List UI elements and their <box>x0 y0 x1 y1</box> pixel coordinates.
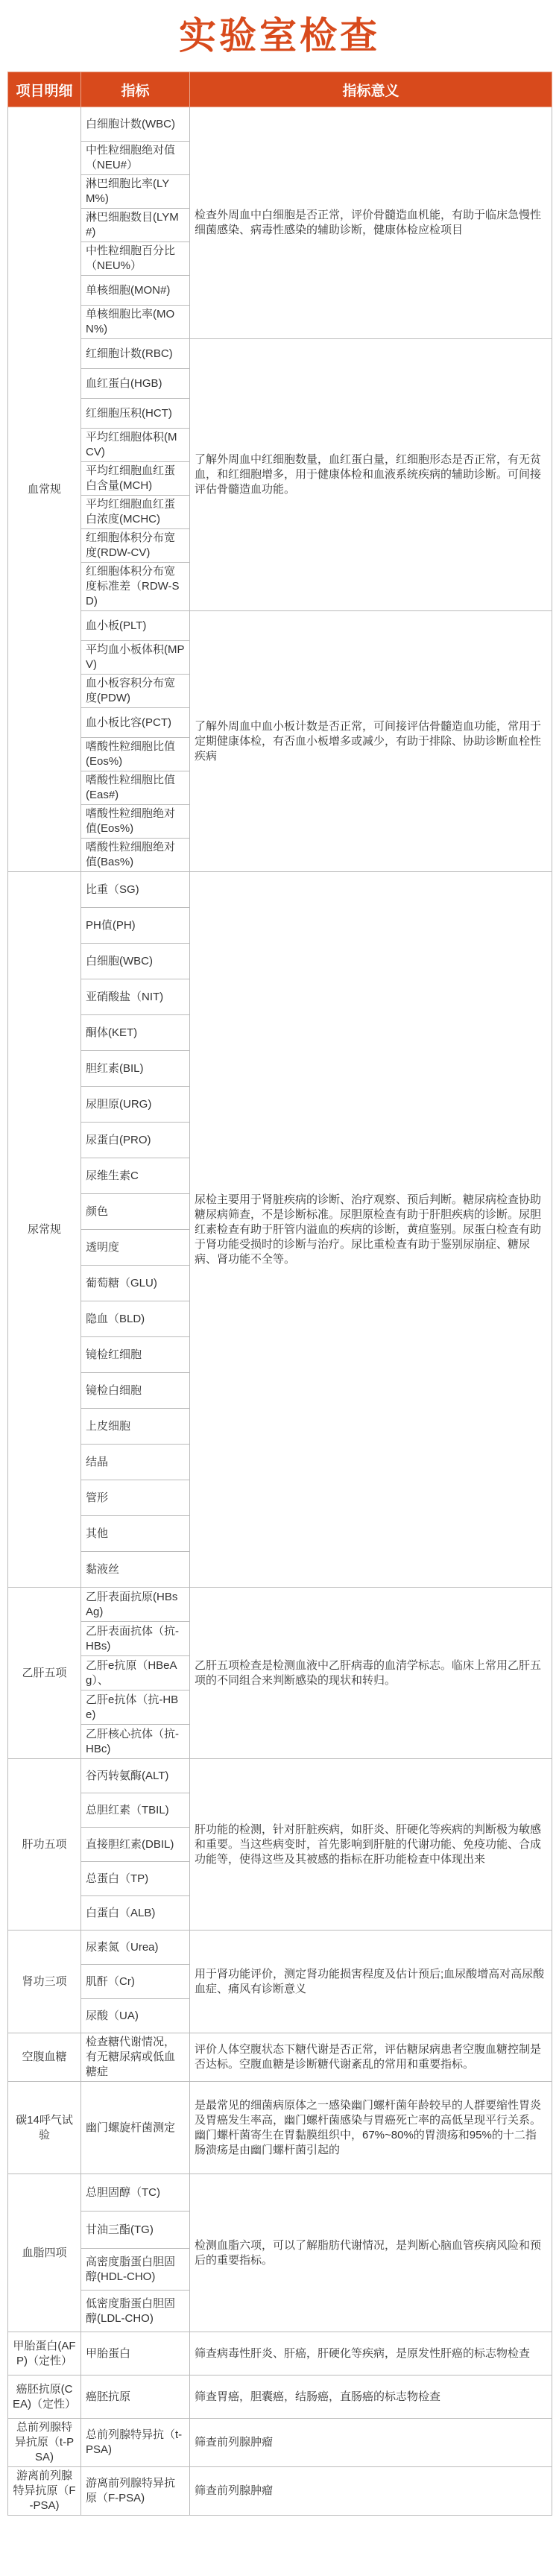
page-title: 实验室检查 <box>179 14 380 57</box>
indicator-cell: 乙肝e抗体（抗-HBe) <box>81 1690 190 1725</box>
indicator-cell: 乙肝e抗原（HBeAg）、 <box>81 1656 190 1690</box>
item-name-cell: 甲胎蛋白(AFP)（定性） <box>8 2332 81 2375</box>
indicator-cell: 红细胞计数(RBC) <box>81 339 190 369</box>
indicator-cell: 比重（SG) <box>81 872 190 908</box>
indicator-cell: 甘油三酯(TG) <box>81 2212 190 2249</box>
indicator-cell: 尿维生素C <box>81 1158 190 1194</box>
item-name-cell: 肾功三项 <box>8 1931 81 2033</box>
indicator-cell: 平均血小板体积(MPV) <box>81 641 190 675</box>
table-row <box>8 107 552 142</box>
item-name-cell: 尿常规 <box>8 872 81 1588</box>
table-row <box>8 2467 552 2516</box>
indicator-cell: 酮体(KET) <box>81 1015 190 1051</box>
indicator-cell: 淋巴细胞比率(LYM%) <box>81 175 190 209</box>
indicator-cell: 总胆固醇（TC) <box>81 2174 190 2212</box>
indicator-cell: 肌酐（Cr) <box>81 1965 190 1999</box>
indicator-cell: 尿胆原(URG) <box>81 1087 190 1123</box>
meaning-cell: 筛查前列腺肿瘤 <box>190 2467 552 2516</box>
indicator-cell: 其他 <box>81 1516 190 1552</box>
indicator-cell: 癌胚抗原 <box>81 2375 190 2419</box>
header-item: 项目明细 <box>8 72 81 107</box>
indicator-cell: 高密度脂蛋白胆固醇(HDL-CHO) <box>81 2249 190 2291</box>
indicator-cell: 管形 <box>81 1480 190 1516</box>
meaning-cell: 筛查前列腺肿瘤 <box>190 2419 552 2467</box>
table-row <box>8 1588 552 1622</box>
indicator-cell: 黏液丝 <box>81 1552 190 1588</box>
table-row <box>8 2332 552 2375</box>
indicator-cell: PH值(PH) <box>81 908 190 944</box>
indicator-cell: 平均红细胞血红蛋白浓度(MCHC) <box>81 496 190 529</box>
indicator-cell: 血小板容积分布宽度(PDW) <box>81 675 190 708</box>
meaning-cell: 筛查病毒性肝炎、肝癌，肝硬化等疾病，是原发性肝癌的标志物检查 <box>190 2332 552 2375</box>
indicator-cell: 平均红细胞体积(MCV) <box>81 429 190 462</box>
table-row <box>8 1759 552 1793</box>
meaning-cell: 检测血脂六项，可以了解脂肪代谢情况，是判断心脑血管疾病风险和预后的重要指标。 <box>190 2174 552 2332</box>
item-name-cell: 血常规 <box>8 107 81 872</box>
meaning-cell: 用于肾功能评价，测定肾功能损害程度及估计预后;血尿酸增高对高尿酸血症、痛风有诊断意义 <box>190 1931 552 2033</box>
meaning-cell: 检查外周血中白细胞是否正常，评价骨髓造血机能，有助于临床急慢性细菌感染、病毒性感染的辅助诊断，健康体检应检项目 <box>190 107 552 339</box>
indicator-cell: 白细胞(WBC) <box>81 944 190 979</box>
indicator-cell: 葡萄糖（GLU) <box>81 1266 190 1301</box>
item-name-cell: 癌胚抗原(CEA)（定性） <box>8 2375 81 2419</box>
item-name-cell: 游离前列腺特异抗原（F-PSA) <box>8 2467 81 2516</box>
indicator-cell: 嗜酸性粒细胞绝对值(Bas%) <box>81 839 190 872</box>
table-row <box>8 339 552 369</box>
indicator-cell: 结晶 <box>81 1445 190 1480</box>
indicator-cell: 总蛋白（TP) <box>81 1862 190 1896</box>
indicator-cell: 中性粒细胞绝对值（NEU#） <box>81 142 190 175</box>
indicator-cell: 血小板比容(PCT) <box>81 708 190 738</box>
indicator-cell: 嗜酸性粒细胞比值(Eas#) <box>81 771 190 805</box>
meaning-cell: 筛查胃癌，胆囊癌，结肠癌，直肠癌的标志物检查 <box>190 2375 552 2419</box>
indicator-cell: 透明度 <box>81 1230 190 1266</box>
indicator-cell: 乙肝表面抗原(HBsAg) <box>81 1588 190 1622</box>
item-name-cell: 碳14呼气试验 <box>8 2082 81 2174</box>
indicator-cell: 平均红细胞血红蛋白含量(MCH) <box>81 462 190 496</box>
indicator-cell: 血红蛋白(HGB) <box>81 369 190 399</box>
indicator-cell: 尿素氮（Urea) <box>81 1931 190 1965</box>
meaning-cell: 了解外周血中红细胞数量，血红蛋白量，红细胞形态是否正常，有无贫血，和红细胞增多，用于健康体检和血液系统疾病的辅助诊断。可间接评估骨髓造血功能。 <box>190 339 552 611</box>
indicator-cell: 低密度脂蛋白胆固醇(LDL-CHO) <box>81 2291 190 2332</box>
indicator-cell: 乙肝表面抗体（抗-HBs) <box>81 1622 190 1656</box>
indicator-cell: 红细胞体积分布宽度(RDW-CV) <box>81 529 190 563</box>
indicator-cell: 镜检白细胞 <box>81 1373 190 1409</box>
indicator-cell: 乙肝核心抗体（抗-HBc) <box>81 1725 190 1759</box>
indicator-cell: 尿酸（UA) <box>81 1999 190 2033</box>
table-row <box>8 1931 552 1965</box>
indicator-cell: 游离前列腺特异抗原（F-PSA) <box>81 2467 190 2516</box>
table-row <box>8 2419 552 2467</box>
meaning-cell: 评价人体空腹状态下糖代谢是否正常，评估糖尿病患者空腹血糖控制是否达标。空腹血糖是诊断糖代谢紊乱的常用和重要指标。 <box>190 2033 552 2082</box>
item-name-cell: 总前列腺特异抗原（t-PSA) <box>8 2419 81 2467</box>
indicator-cell: 尿蛋白(PRO) <box>81 1123 190 1158</box>
table-row <box>8 611 552 641</box>
meaning-cell: 尿检主要用于肾脏疾病的诊断、治疗观察、预后判断。糖尿病检查协助糖尿病筛查，不是诊断标准。尿胆原检查有助于肝胆疾病的诊断。尿胆红素检查有助于肝管内溢血的疾病的诊断，黄疸鉴别。尿蛋白检查有助于肾功能受损时的诊断与治疗。尿比重检查有助于鉴别尿崩症、糖尿病、肾功能不全等。 <box>190 872 552 1588</box>
table-row <box>8 2033 552 2082</box>
indicator-cell: 直接胆红素(DBIL) <box>81 1828 190 1862</box>
indicator-cell: 单核细胞(MON#) <box>81 276 190 306</box>
indicator-cell: 白蛋白（ALB) <box>81 1896 190 1931</box>
meaning-cell: 了解外周血中血小板计数是否正常，可间接评估骨髓造血功能，常用于定期健康体检，有否血小板增多或减少，有助于排除、协助诊断血栓性疾病 <box>190 611 552 872</box>
indicator-cell: 谷丙转氨酶(ALT) <box>81 1759 190 1793</box>
indicator-cell: 嗜酸性粒细胞比值(Eos%) <box>81 738 190 771</box>
indicator-cell: 中性粒细胞百分比（NEU%） <box>81 242 190 276</box>
item-name-cell: 乙肝五项 <box>8 1588 81 1759</box>
indicator-cell: 亚硝酸盐（NIT) <box>81 979 190 1015</box>
indicator-cell: 淋巴细胞数目(LYM#) <box>81 209 190 242</box>
item-name-cell: 血脂四项 <box>8 2174 81 2332</box>
indicator-cell: 总前列腺特异抗（t-PSA) <box>81 2419 190 2467</box>
indicator-cell: 胆红素(BIL) <box>81 1051 190 1087</box>
table-row <box>8 872 552 908</box>
indicator-cell: 幽门螺旋杆菌测定 <box>81 2082 190 2174</box>
table-row <box>8 2174 552 2212</box>
indicator-cell: 镜检红细胞 <box>81 1337 190 1373</box>
indicator-cell: 隐血（BLD) <box>81 1301 190 1337</box>
table-row <box>8 2082 552 2174</box>
header-meaning: 指标意义 <box>190 72 552 107</box>
indicator-cell: 嗜酸性粒细胞绝对值(Eos%) <box>81 805 190 839</box>
indicator-cell: 红细胞压积(HCT) <box>81 399 190 429</box>
indicator-cell: 红细胞体积分布宽度标准差（RDW-SD) <box>81 563 190 611</box>
indicator-cell: 血小板(PLT) <box>81 611 190 641</box>
indicator-cell: 上皮细胞 <box>81 1409 190 1445</box>
indicator-cell: 白细胞计数(WBC) <box>81 107 190 142</box>
table-header-row <box>8 72 552 107</box>
indicator-cell: 颜色 <box>81 1194 190 1230</box>
indicator-cell: 总胆红素（TBIL) <box>81 1793 190 1828</box>
table-row <box>8 2375 552 2419</box>
item-name-cell: 肝功五项 <box>8 1759 81 1931</box>
meaning-cell: 是最常见的细菌病原体之一感染幽门螺杆菌年龄较早的人群要缩性胃炎及胃癌发生率高，幽门螺杆菌感染与胃癌死亡率的高低呈现平行关系。幽门螺杆菌寄生在胃黏膜组织中，67%~80%的胃溃疡和95%的十二指肠溃疡是由幽门螺杆菌引起的 <box>190 2082 552 2174</box>
lab-exam-table <box>7 72 552 2516</box>
indicator-cell: 单核细胞比率(MON%) <box>81 306 190 339</box>
indicator-cell: 甲胎蛋白 <box>81 2332 190 2375</box>
header-indicator: 指标 <box>81 72 190 107</box>
meaning-cell: 肝功能的检测，针对肝脏疾病，如肝炎、肝硬化等疾病的判断极为敏感和重要。当这些病变时，首先影响到肝脏的代谢功能、免疫功能、合成功能等，使得这些及其被感的指标在肝功能检查中体现出来 <box>190 1759 552 1931</box>
item-name-cell: 空腹血糖 <box>8 2033 81 2082</box>
indicator-cell: 检查糖代谢情况，有无糖尿病或低血糖症 <box>81 2033 190 2082</box>
meaning-cell: 乙肝五项检查是检测血液中乙肝病毒的血清学标志。临床上常用乙肝五项的不同组合来判断感染的现状和转归。 <box>190 1588 552 1759</box>
table-body <box>8 107 552 2516</box>
